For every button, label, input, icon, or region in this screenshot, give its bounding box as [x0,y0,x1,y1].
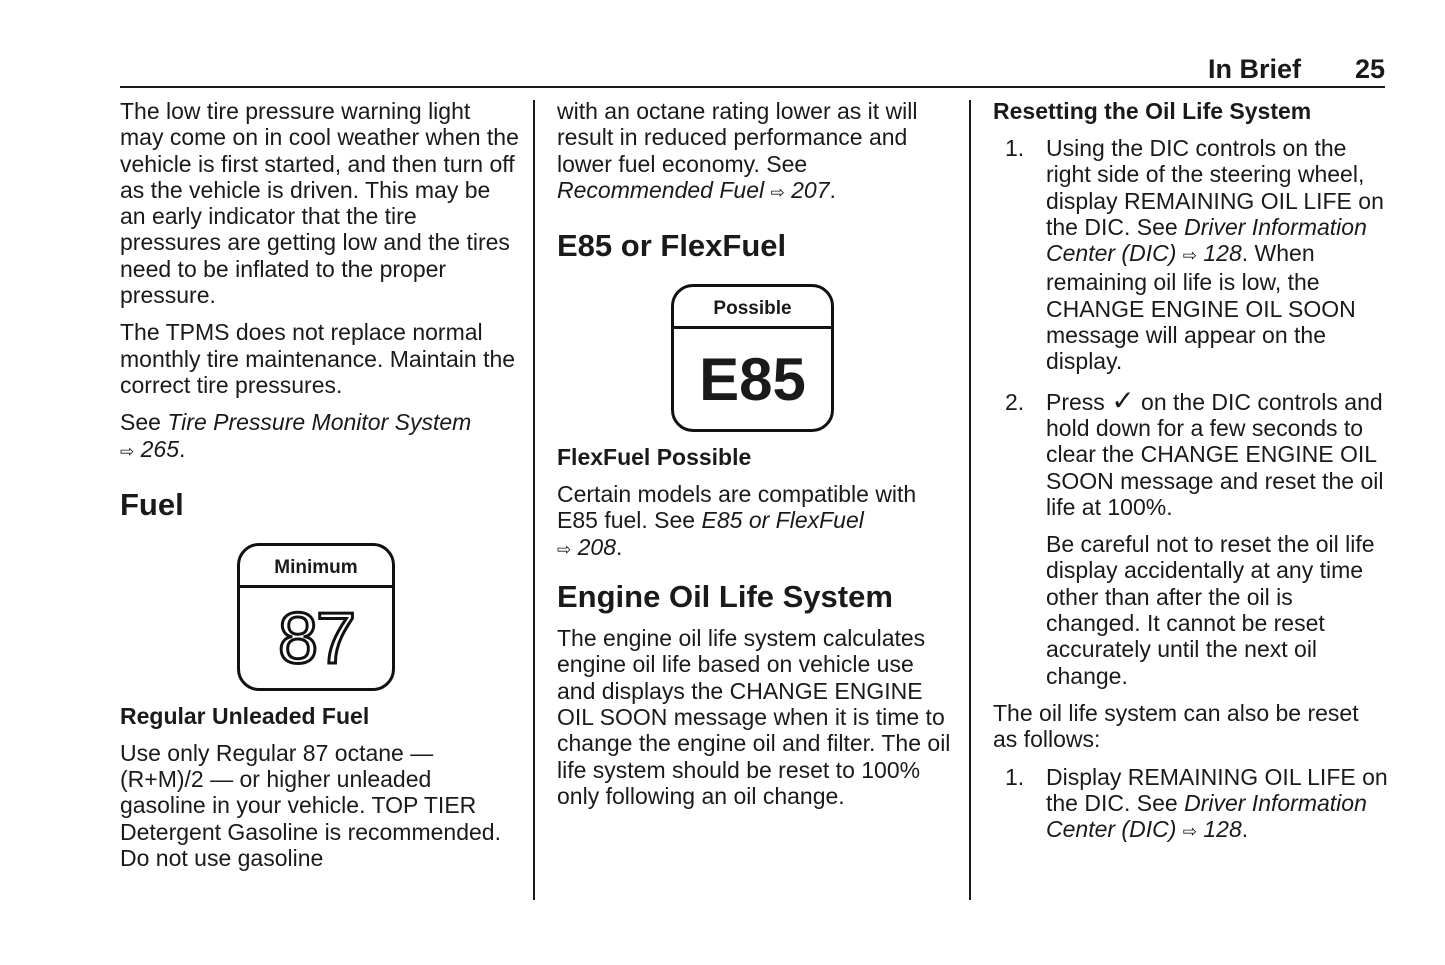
column-right [993,98,1388,859]
octane-value: 87 [277,598,355,679]
column-divider-2 [969,100,971,900]
e85-xref-page[interactable]: 208 [577,533,617,560]
reset-oil-heading: Resetting the Oil Life System [993,98,1312,124]
e85-xref-link[interactable]: E85 or FlexFuel [701,507,864,534]
section-title: In Brief [1207,54,1301,84]
step2-prefix: Press [1046,388,1112,415]
step-number: 1. [1005,135,1025,161]
page-arrow-icon: ⇨ [770,182,785,202]
e85-heading: E85 or FlexFuel [557,228,787,264]
minimum-87-label [237,543,395,691]
list-item [993,384,1388,520]
page-number: 25 [1354,54,1385,84]
column-left [120,98,520,882]
dic-xref-link-2[interactable]: Driver Information Center (DIC) [1046,789,1367,843]
page-header [120,52,1385,88]
e85-possible-label [671,284,834,432]
column-divider-1 [533,100,535,900]
checkmark-icon: ✓ [1111,384,1135,416]
column-middle [557,98,957,820]
minimum-label-text: Minimum [274,556,358,578]
step1-after: When remaining oil life is low, the CHANGE ENGINE OIL SOON message will appear on the display. [1046,240,1356,375]
recommended-fuel-page[interactable]: 207 [791,176,830,203]
step1-text: Using the DIC controls on the right side of the steering wheel, display REMAINING OIL LIFE on the DIC. See [1046,135,1384,240]
flexfuel-heading: FlexFuel Possible [557,444,752,471]
step2-text: on the DIC controls and hold down for a few seconds to clear the CHANGE ENGINE OIL SOON message and reset the oil life at 100%. [1046,388,1384,520]
tpms-xref-page[interactable]: 265 [140,435,180,462]
regular-fuel-heading: Regular Unleaded Fuel [120,702,370,729]
dic-xref-link[interactable]: Driver Information Center (DIC) [1046,213,1367,267]
list-item: 1. Display REMAINING OIL LIFE on the DIC. See Driver Information Center (DIC) ⇨ 128. [1005,763,1388,843]
step-number: 2. [1005,388,1025,415]
label-divider [674,326,831,329]
page-arrow-icon: ⇨ [1182,822,1197,842]
flexfuel-text-body: Certain models are compatible with E85 fuel. See [557,481,917,534]
e85-value: E85 [699,346,806,414]
step-number: 1. [1005,763,1025,790]
alt1-text: Display REMAINING OIL LIFE on the DIC. See [1046,763,1388,816]
page-arrow-icon: ⇨ [557,539,572,559]
octane-continuation-text: with an octane rating lower as it will result in reduced performance and lower fuel economy. See [557,98,918,177]
tpms-xref-link[interactable]: Tire Pressure Monitor System [167,409,472,436]
oil-life-heading: Engine Oil Life System [557,579,893,615]
tpms-see-also: See Tire Pressure Monitor System ⇨ 265. [120,409,472,462]
step2-note: Be careful not to reset the oil life display accidentally at any time other than after the oil is changed. It cannot be reset accurately until the next oil change. [1046,531,1375,689]
also-reset-text: The oil life system can also be reset as follows: [993,699,1359,753]
tire-warning-paragraph: The low tire pressure warning light may come on in cool weather when the vehicle is first started, and then turn off as the vehicle is driven. This may be an early indicator that the tire pressures are getting low and the tires need to be inflated to the proper pressure. [120,98,519,309]
tpms-paragraph: The TPMS does not replace normal monthly tire maintenance. Maintain the correct tire pressures. [120,319,516,398]
regular-fuel-text: Use only Regular 87 octane — (R+M)/2 — or higher unleaded gasoline in your vehicle. TOP TIER Detergent Gasoline is recommended. Do not use gasoline [120,739,501,872]
see-prefix: See [120,409,168,436]
dic-xref-page[interactable]: 128 [1203,240,1242,267]
page-arrow-icon: ⇨ [120,441,135,461]
label-divider [240,585,392,588]
oil-life-text: The engine oil life system calculates engine oil life based on vehicle use and displays the CHANGE ENGINE OIL SOON message when it is time to change the engine oil and filter. The oil life system should be reset to 100% only following an oil change. [557,625,951,809]
list-item: 1. Using the DIC controls on the right side of the steering wheel, display REMAINING OIL LIFE on the DIC. See Driver Information Center (DIC) ⇨ 128. When remaining oil life is low, the CHANGE ENGINE OIL SOON message will appear on the display. [1005,135,1384,375]
fuel-heading: Fuel [120,486,184,522]
flexfuel-text: Certain models are compatible with E85 fuel. See E85 or FlexFuel ⇨ 208. [557,481,917,560]
possible-label-text: Possible [713,298,792,320]
recommended-fuel-link[interactable]: Recommended Fuel [557,176,765,203]
dic-xref-page-2[interactable]: 128 [1203,816,1242,843]
page-arrow-icon: ⇨ [1182,246,1197,266]
octane-continuation: with an octane rating lower as it will result in reduced performance and lower fuel economy. See Recommended Fuel ⇨ 207. [557,98,918,203]
